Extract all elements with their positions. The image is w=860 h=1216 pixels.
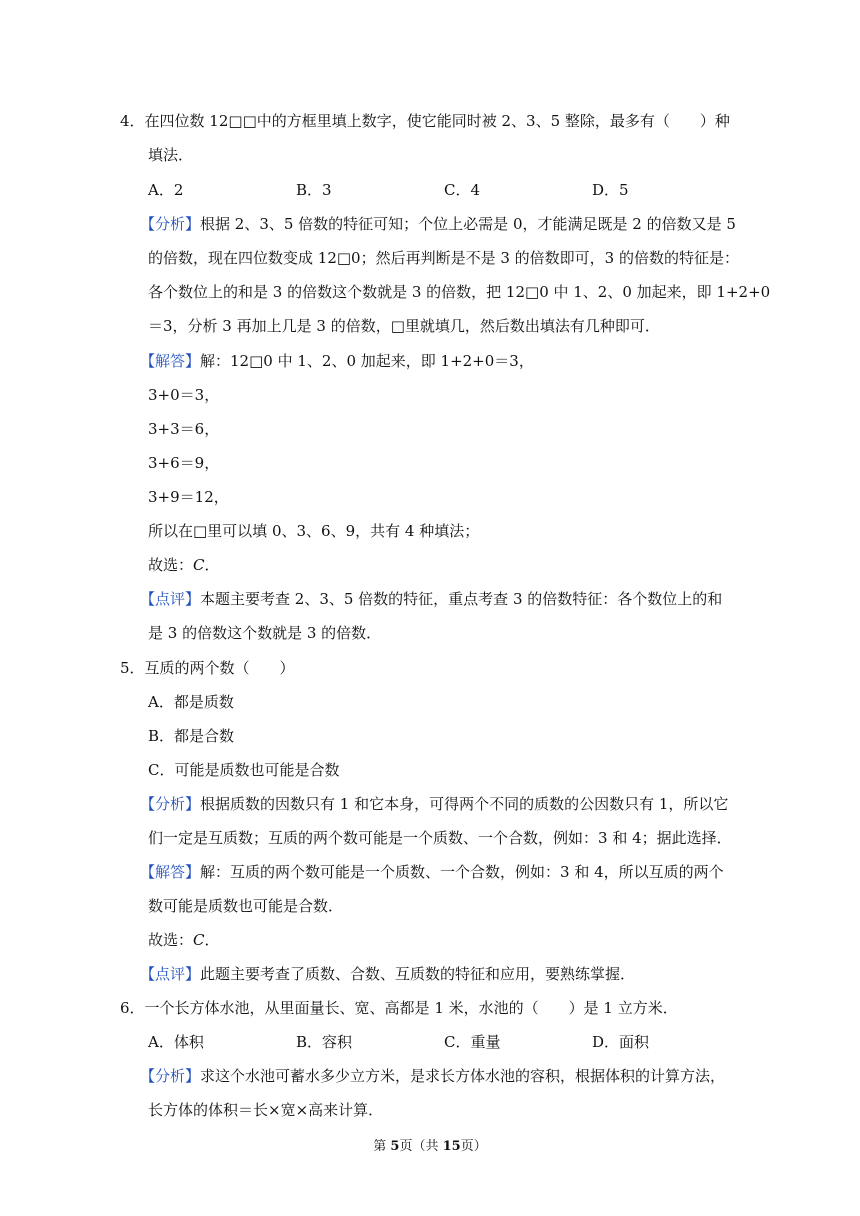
page-footer: 第 5页（共 15页）	[373, 1139, 487, 1154]
answer-tag: 【解答】	[140, 352, 201, 370]
q4-analysis-line-1: 【分析】根据 2、3、5 倍数的特征可知；个位上必需是 0，才能满足既是 2 的倍数又是 5	[140, 215, 736, 233]
answer-tag: 【解答】	[140, 863, 201, 881]
q4-comment-line-2: 是 3 的倍数这个数就是 3 的倍数．	[148, 624, 382, 642]
q4-choose: 故选：C．	[148, 556, 220, 574]
total-pages: 15	[442, 1139, 461, 1154]
comment-tag: 【点评】	[140, 590, 201, 608]
q4-option-d: D．5	[592, 181, 629, 199]
q4-analysis-line-2: 的倍数，现在四位数变成 12□0；然后再判断是不是 3 的倍数即可，3 的倍数的特征是：	[148, 249, 739, 267]
q6-analysis-line-2: 长方体的体积＝长×宽×高来计算．	[148, 1101, 384, 1119]
q4-calc-line-2: 3+3＝6，	[148, 420, 220, 438]
q6-stem: 6．一个长方体水池，从里面量长、宽、高都是 1 米，水池的（ ）是 1 立方米．	[120, 999, 678, 1017]
q5-answer-line-1: 【解答】解：互质的两个数可能是一个质数、一个合数，例如：3 和 4，所以互质的两个	[140, 863, 724, 881]
q5-option-a: A．都是质数	[148, 693, 234, 711]
comment-tag: 【点评】	[140, 965, 201, 983]
q4-option-c: C．4	[444, 181, 481, 199]
q4-stem-line-1: 4．在四位数 12□□中的方框里填上数字，使它能同时被 2、3、5 整除，最多有（ ）种	[120, 112, 730, 130]
q4-calc-line-4: 3+9＝12，	[148, 488, 229, 506]
q5-answer-line-2: 数可能是质数也可能是合数．	[148, 897, 344, 915]
q6-option-c: C．重量	[444, 1033, 501, 1051]
q4-calc-line-1: 3+0＝3，	[148, 386, 220, 404]
analysis-tag: 【分析】	[140, 1067, 201, 1085]
q5-comment-line-1: 【点评】此题主要考查了质数、合数、互质数的特征和应用，要熟练掌握．	[140, 965, 636, 983]
q5-stem: 5．互质的两个数（ ）	[120, 659, 295, 677]
q4-analysis-line-3: 各个数位上的和是 3 的倍数这个数就是 3 的倍数，把 12□0 中 1、2、0 加起来，即 1+2+0	[148, 283, 771, 301]
q5-option-b: B．都是合数	[148, 727, 235, 745]
q4-option-a: A．2	[148, 181, 184, 199]
q5-analysis-line-1: 【分析】根据质数的因数只有 1 和它本身，可得两个不同的质数的公因数只有 1，所以它	[140, 795, 729, 813]
analysis-tag: 【分析】	[140, 215, 201, 233]
q5-option-c: C．可能是质数也可能是合数	[148, 761, 340, 779]
q4-comment-line-1: 【点评】本题主要考查 2、3、5 倍数的特征，重点考查 3 的倍数特征：各个数位上的和	[140, 590, 723, 608]
q4-option-b: B．3	[296, 181, 332, 199]
q4-calc-line-3: 3+6＝9，	[148, 454, 220, 472]
q4-answer-line-1: 【解答】解：12□0 中 1、2、0 加起来，即 1+2+0＝3，	[140, 352, 534, 370]
q4-analysis-line-4: ＝3，分析 3 再加上几是 3 的倍数，□里就填几，然后数出填法有几种即可．	[148, 317, 660, 335]
analysis-tag: 【分析】	[140, 795, 201, 813]
q6-option-a: A．体积	[148, 1033, 204, 1051]
page-number: 5	[390, 1139, 400, 1154]
q4-conclusion: 所以在□里可以填 0、3、6、9，共有 4 种填法；	[148, 522, 480, 540]
q6-option-b: B．容积	[296, 1033, 353, 1051]
q5-analysis-line-2: 们一定是互质数；互质的两个数可能是一个质数、一个合数，例如：3 和 4；据此选择．	[148, 829, 732, 847]
q6-option-d: D．面积	[592, 1033, 650, 1051]
q6-analysis-line-1: 【分析】求这个水池可蓄水多少立方米，是求长方体水池的容积，根据体积的计算方法，	[140, 1067, 726, 1085]
q4-stem-line-2: 填法．	[148, 146, 194, 164]
q5-choose: 故选：C．	[148, 931, 220, 949]
